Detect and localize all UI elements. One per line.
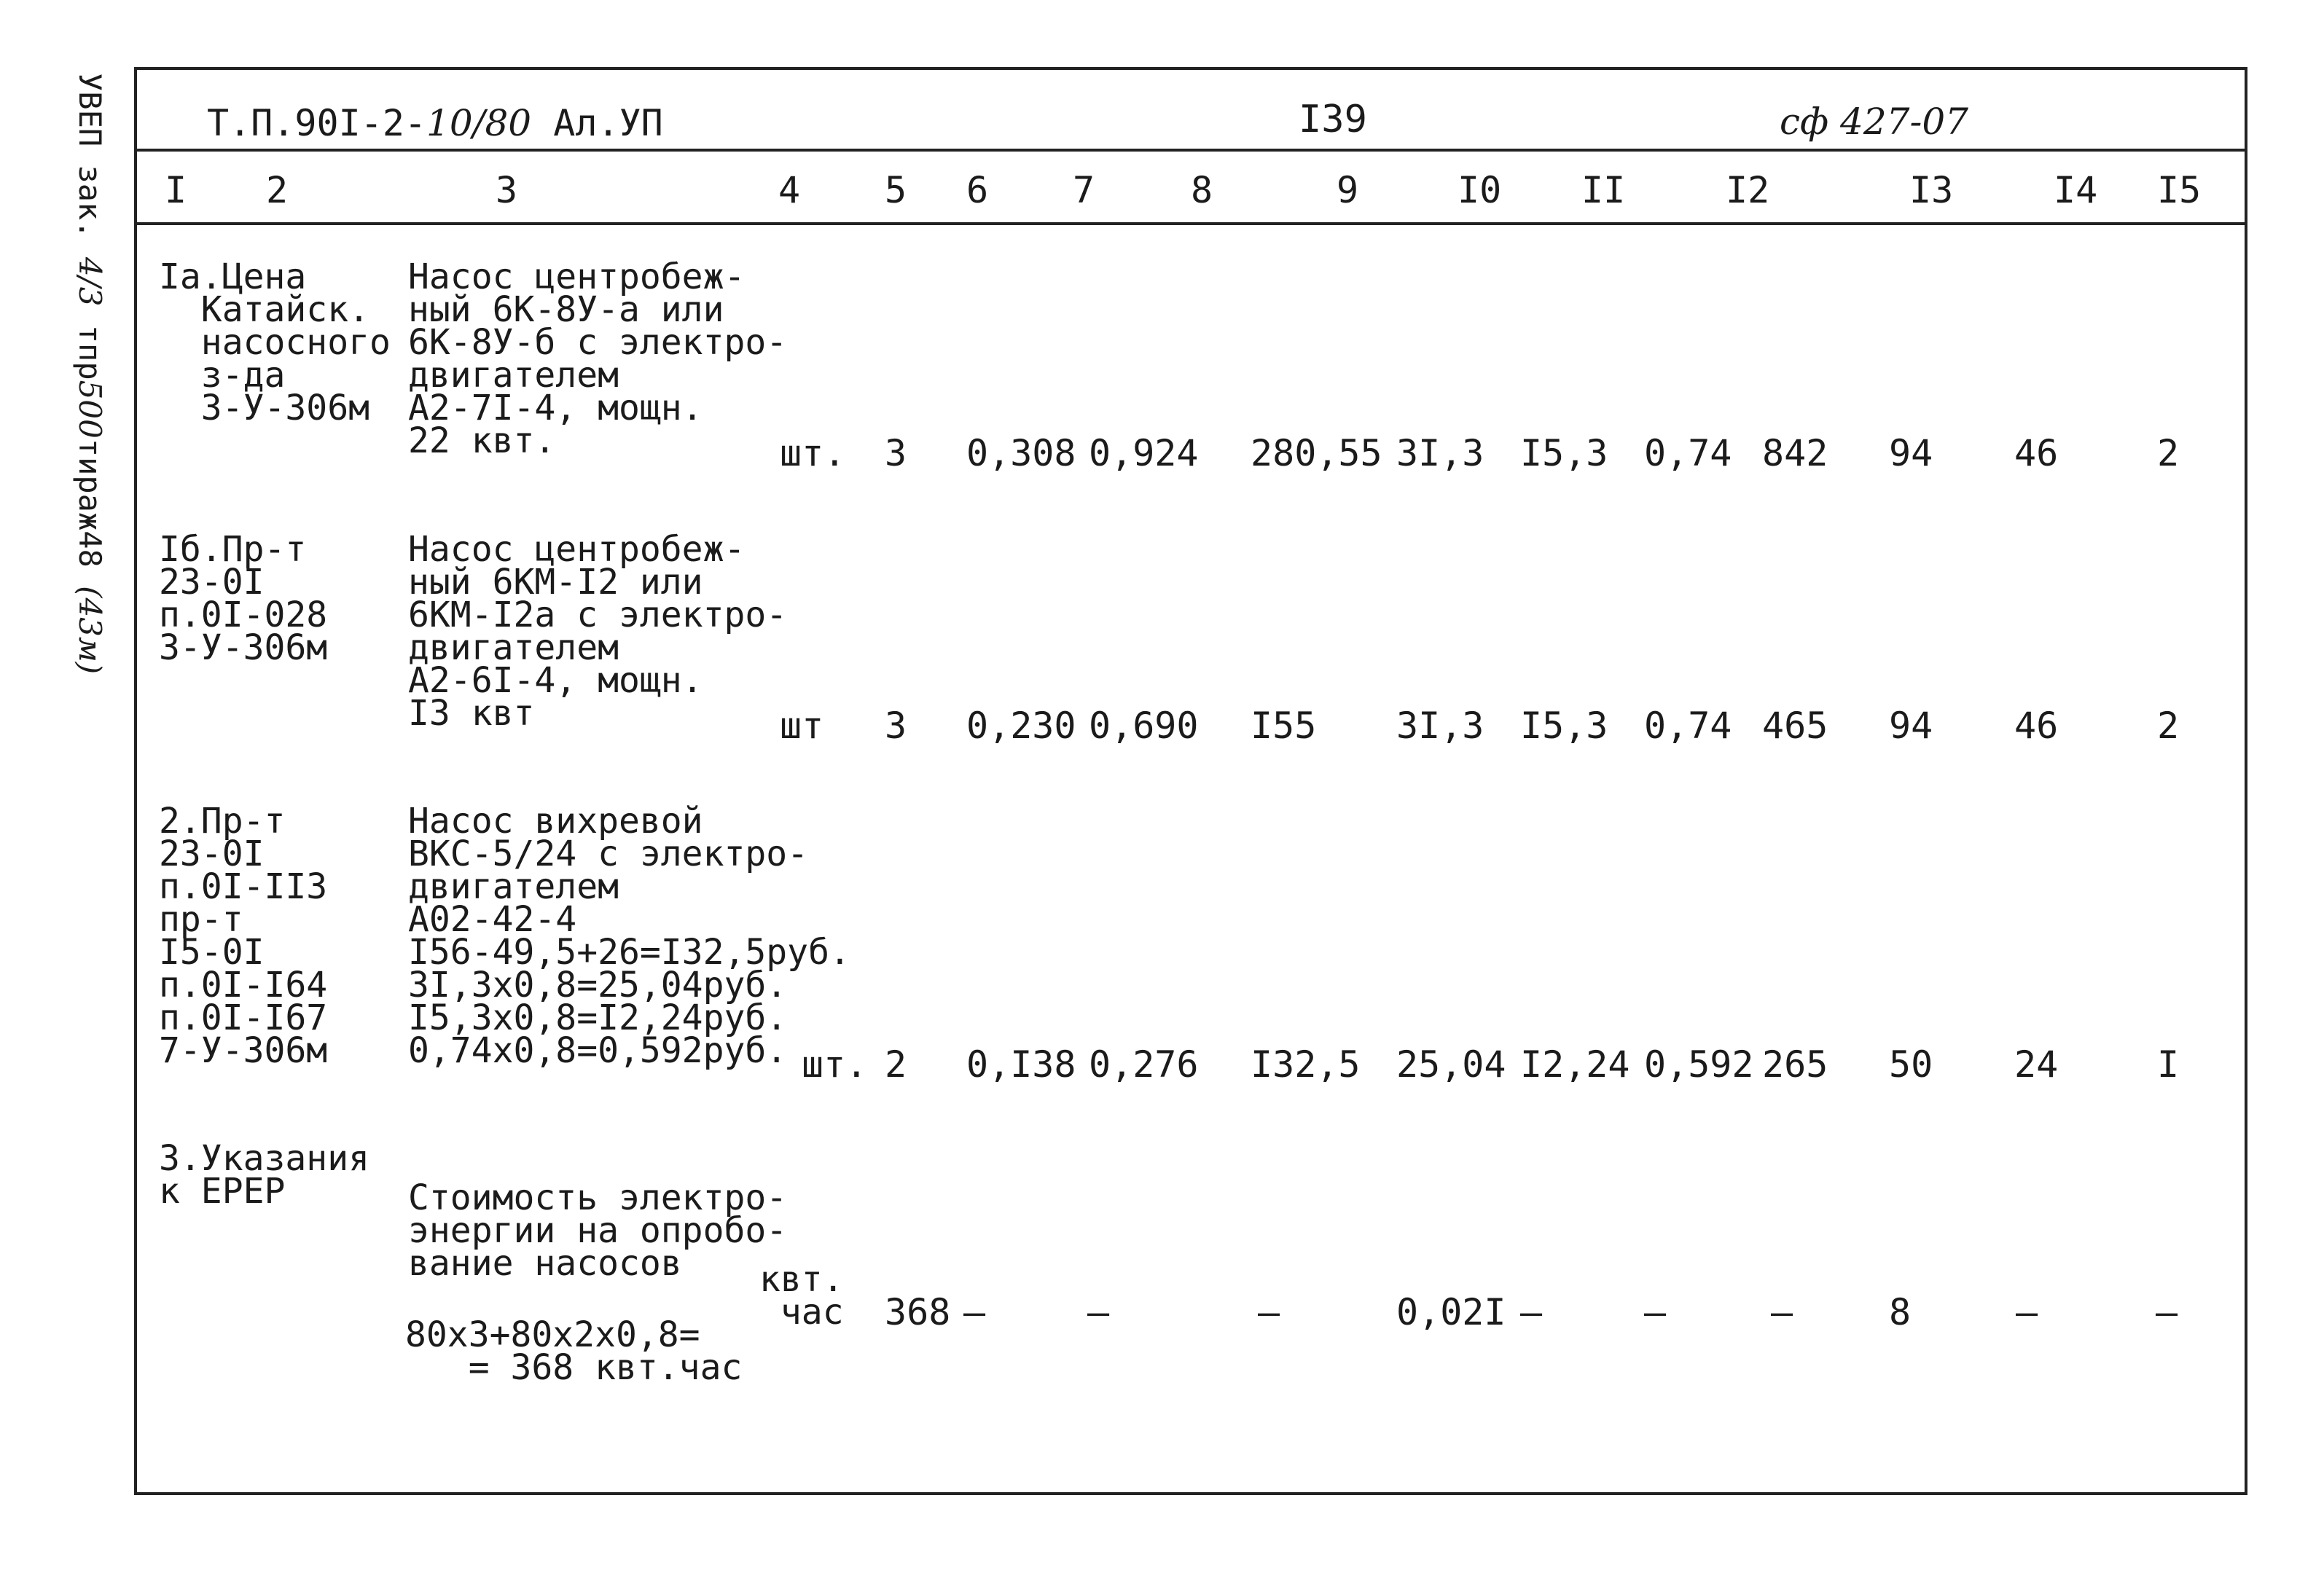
row-unit: квт. час bbox=[759, 1259, 844, 1333]
row-col15: 2 bbox=[2157, 432, 2180, 474]
row-col13: 94 bbox=[1889, 705, 1933, 747]
doc-code-handwritten: 10/80 bbox=[426, 102, 532, 144]
row-price: 280,55 bbox=[1251, 432, 1382, 474]
column-header-divider bbox=[137, 222, 2245, 225]
row-unit: шт bbox=[780, 705, 824, 747]
row-col12b: 465 bbox=[1762, 705, 1828, 747]
row-col10: 25,04 bbox=[1396, 1043, 1506, 1086]
header-divider bbox=[137, 149, 2245, 152]
row-col14: – bbox=[2016, 1291, 2038, 1333]
row-qty: 3 bbox=[885, 705, 907, 747]
row-col15: I bbox=[2157, 1043, 2180, 1086]
document-code bbox=[207, 102, 663, 144]
row-unit: шт. bbox=[780, 432, 846, 474]
row-calculation: 80х3+80х2х0,8= = 368 квт.час bbox=[405, 1314, 743, 1388]
row-price: I55 bbox=[1251, 705, 1317, 747]
row-description: Насос центробеж- ный 6К-8У-а или 6К-8У-б с электро- двигателем А2-7I-4, мощн. 22 квт. bbox=[408, 256, 788, 461]
row-col10: 3I,3 bbox=[1396, 432, 1484, 474]
row-description: Насос центробеж- ный 6КМ-I2 или 6КМ-I2а с электро- двигателем А2-6I-4, мощн. I3 квт bbox=[408, 529, 788, 734]
page-number: I39 bbox=[1299, 98, 1367, 141]
row-description: Насос вихревой ВКС-5/24 с электро- двигателем А02-42-4 I56-49,5+26=I32,5руб. 3I,3х0,8=25,04руб. I5,3х0,8=I2,24руб. 0,74х0,8=0,592руб. bbox=[408, 801, 850, 1071]
col-header: II bbox=[1581, 169, 1626, 211]
margin-print-note bbox=[72, 73, 108, 674]
row-col14: 24 bbox=[2014, 1043, 2059, 1086]
row-source: Iб.Пр-т 23-0I п.0I-028 3-У-306м bbox=[159, 529, 328, 668]
col-header: I3 bbox=[1909, 169, 1954, 211]
col-header: 3 bbox=[496, 169, 518, 211]
row-col7: – bbox=[1087, 1291, 1110, 1333]
col-header: 7 bbox=[1073, 169, 1095, 211]
sheet-code: сф 427-07 bbox=[1780, 101, 1968, 143]
row-col14: 46 bbox=[2014, 432, 2059, 474]
row-col12b: 842 bbox=[1762, 432, 1828, 474]
row-source: 3.Указания к ЕРЕР bbox=[159, 1138, 369, 1212]
row-qty: 2 bbox=[885, 1043, 907, 1086]
col-header: I0 bbox=[1458, 169, 1502, 211]
row-col13: 50 bbox=[1889, 1043, 1933, 1086]
col-header: 4 bbox=[778, 169, 801, 211]
col-header: 2 bbox=[266, 169, 289, 211]
row-col12a: 0,74 bbox=[1644, 432, 1732, 474]
col-header: I bbox=[165, 169, 187, 211]
doc-code-print: Т.П.90I-2- bbox=[207, 102, 427, 144]
row-price: I32,5 bbox=[1251, 1043, 1361, 1086]
row-col11: – bbox=[1520, 1291, 1543, 1333]
album-label: Ал.УП bbox=[553, 102, 663, 144]
row-price: – bbox=[1258, 1291, 1280, 1333]
margin-order-number: 4/3 bbox=[72, 256, 108, 307]
row-col14: 46 bbox=[2014, 705, 2059, 747]
col-header: I2 bbox=[1726, 169, 1770, 211]
row-source: Iа.Цена Катайск. насосного з-да 3-У-306м bbox=[159, 256, 391, 428]
col-header: 9 bbox=[1337, 169, 1359, 211]
row-col12a: 0,74 bbox=[1644, 705, 1732, 747]
margin-stamp: УВЕП зак. bbox=[72, 73, 108, 239]
col-header: 8 bbox=[1191, 169, 1213, 211]
row-qty: 3 bbox=[885, 432, 907, 474]
row-col13: 8 bbox=[1889, 1291, 1912, 1333]
row-col15: – bbox=[2156, 1291, 2178, 1333]
col-header: I4 bbox=[2054, 169, 2098, 211]
margin-tail-label: тираж bbox=[72, 438, 108, 531]
col-header: I5 bbox=[2157, 169, 2202, 211]
col-header: 5 bbox=[885, 169, 907, 211]
row-source: 2.Пр-т 23-0I п.0I-II3 пр-т I5-0I п.0I-I64 п.0I-I67 7-У-306м bbox=[159, 801, 328, 1071]
row-total-weight: 0,690 bbox=[1089, 705, 1199, 747]
margin-count: 48 bbox=[72, 530, 108, 568]
col-header: 6 bbox=[966, 169, 989, 211]
row-total-weight: 0,276 bbox=[1089, 1043, 1199, 1086]
row-description: Стоимость электро- энергии на опробо- вание насосов bbox=[408, 1177, 788, 1284]
margin-tip-number: 500 bbox=[72, 380, 108, 439]
row-unit: шт. bbox=[802, 1043, 868, 1086]
row-col12b: – bbox=[1771, 1291, 1793, 1333]
row-col15: 2 bbox=[2157, 705, 2180, 747]
row-col10: 3I,3 bbox=[1396, 705, 1484, 747]
row-unit-weight: 0,I38 bbox=[966, 1043, 1076, 1086]
row-col12a: – bbox=[1644, 1291, 1667, 1333]
row-qty: 368 bbox=[885, 1291, 951, 1333]
margin-tip-label: тпр bbox=[72, 324, 108, 380]
row-col13: 94 bbox=[1889, 432, 1933, 474]
row-unit-weight: 0,230 bbox=[966, 705, 1076, 747]
row-col11: I5,3 bbox=[1520, 432, 1608, 474]
row-col11: I5,3 bbox=[1520, 705, 1608, 747]
margin-copies: (43м) bbox=[72, 586, 108, 675]
row-col6: – bbox=[963, 1291, 986, 1333]
row-col11: I2,24 bbox=[1520, 1043, 1630, 1086]
row-total-weight: 0,924 bbox=[1089, 432, 1199, 474]
row-col12a: 0,592 bbox=[1644, 1043, 1754, 1086]
row-col12b: 265 bbox=[1762, 1043, 1828, 1086]
row-unit-weight: 0,308 bbox=[966, 432, 1076, 474]
row-col10: 0,02I bbox=[1396, 1291, 1506, 1333]
